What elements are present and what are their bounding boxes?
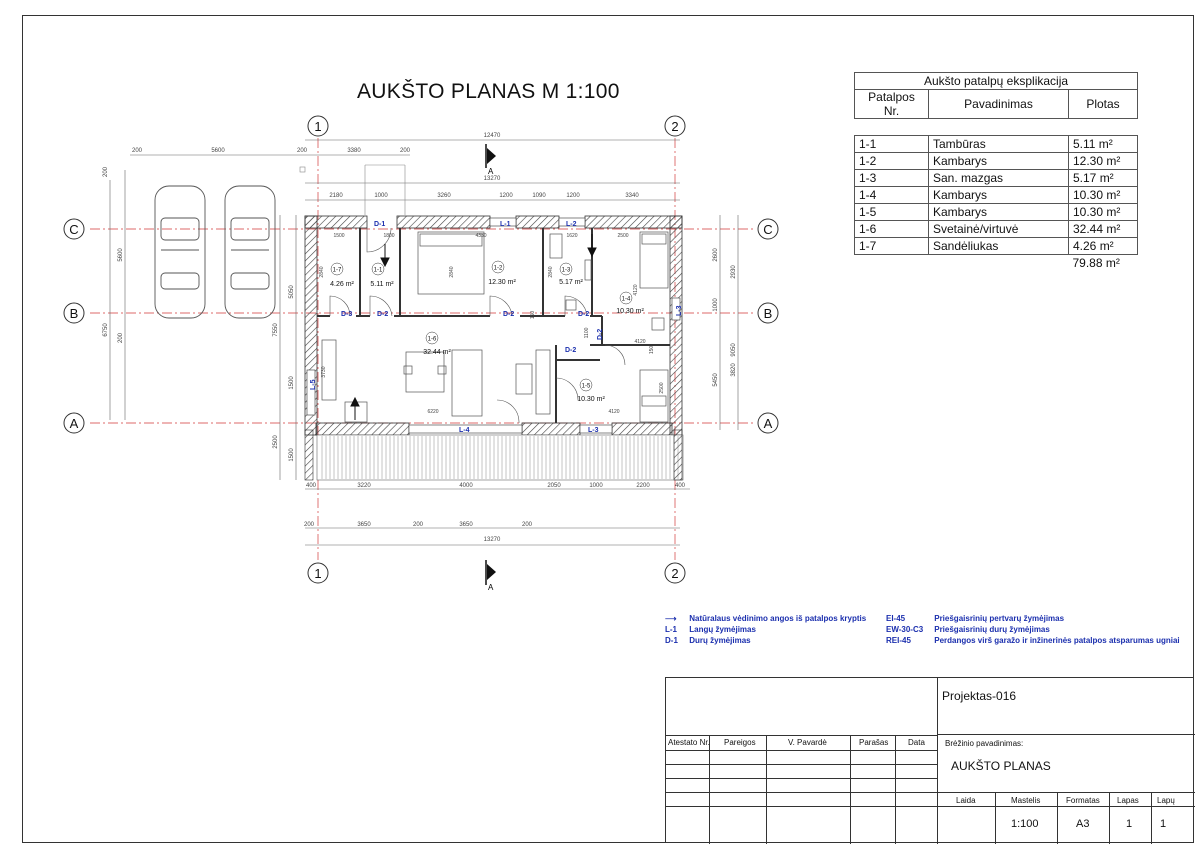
tb-meta-sheet: Lapas xyxy=(1117,796,1139,805)
svg-text:3380: 3380 xyxy=(347,148,361,154)
svg-text:200: 200 xyxy=(521,522,533,528)
svg-text:2500: 2500 xyxy=(273,435,279,449)
svg-text:3260: 3260 xyxy=(437,193,451,199)
svg-text:1090: 1090 xyxy=(532,193,546,199)
svg-text:3220: 3220 xyxy=(357,483,371,489)
svg-text:200: 200 xyxy=(118,332,124,344)
svg-text:4120: 4120 xyxy=(633,284,639,296)
svg-text:3820: 3820 xyxy=(731,363,737,377)
drawing-name: AUKŠTO PLANAS xyxy=(951,759,1051,773)
explication-room-area: 4.26 m² xyxy=(1069,238,1138,255)
room-number-1-5: 1-5 xyxy=(581,383,591,390)
svg-text:4330: 4330 xyxy=(475,233,487,239)
svg-text:200: 200 xyxy=(399,148,411,154)
legend-ventilation: Natūralaus vėdinimo angos iš patalpos kryptis xyxy=(689,614,867,623)
door-tag-d3: D-3 xyxy=(341,311,353,318)
svg-text:1000: 1000 xyxy=(374,193,388,199)
header-name: Pavadinimas xyxy=(929,90,1069,119)
axis-label-2-bottom: 2 xyxy=(671,566,679,581)
axis-label-b-right: B xyxy=(763,306,773,321)
section-marker-top xyxy=(486,144,496,168)
svg-text:2840: 2840 xyxy=(319,266,325,278)
svg-text:2840: 2840 xyxy=(449,266,455,278)
svg-text:1620: 1620 xyxy=(566,233,578,239)
room-area-1-3: 5.17 m² xyxy=(559,279,583,286)
legend-key-ew30: EW-30-C3 xyxy=(886,625,924,634)
axis-label-a-left: A xyxy=(69,416,79,431)
legend-key-door: D-1 xyxy=(665,636,678,645)
room-area-1-2: 12.30 m² xyxy=(488,279,516,286)
tb-meta-scale: Mastelis xyxy=(1011,796,1041,805)
legend-key-rei45: REI-45 xyxy=(886,636,911,645)
explication-room-name: Kambarys xyxy=(929,187,1069,204)
room-area-1-6: 32.44 m² xyxy=(423,349,451,356)
explication-room-area: 5.11 m² xyxy=(1069,136,1138,153)
svg-text:1200: 1200 xyxy=(499,193,513,199)
door-swings xyxy=(330,228,625,423)
legend-ei45: Priešgaisrinių pertvarų žymėjimas xyxy=(934,614,1065,623)
window-tag-l3-right: L-3 xyxy=(676,305,683,316)
svg-text:5600: 5600 xyxy=(211,148,225,154)
drawing-name-label: Brėžinio pavadinimas: xyxy=(945,739,1024,748)
svg-text:12470: 12470 xyxy=(483,133,501,139)
explication-room-nr: 1-3 xyxy=(855,170,929,187)
svg-text:2200: 2200 xyxy=(636,483,650,489)
room-number-1-1: 1-1 xyxy=(373,267,383,274)
svg-text:200: 200 xyxy=(412,522,424,528)
door-tag-d2-c: D-2 xyxy=(578,311,590,318)
door-tag-d2-e: D-2 xyxy=(597,328,604,340)
interior-walls xyxy=(317,228,670,423)
room-area-1-5: 10.30 m² xyxy=(577,396,605,403)
parked-cars xyxy=(155,186,275,318)
svg-text:5050: 5050 xyxy=(289,285,295,299)
explication-total: 79.88 m² xyxy=(1072,256,1120,270)
room-number-1-4: 1-4 xyxy=(621,296,631,303)
tb-header-position: Pareigos xyxy=(724,738,756,747)
tb-header-signature: Parašas xyxy=(859,738,889,747)
door-tag-d2-b: D-2 xyxy=(503,311,515,318)
svg-text:2500: 2500 xyxy=(617,233,629,239)
svg-text:13270: 13270 xyxy=(483,537,501,543)
explication-room-name: Kambarys xyxy=(929,204,1069,221)
legend-right xyxy=(886,614,1180,647)
tb-header-certificate: Atestato Nr. xyxy=(668,738,710,747)
svg-text:2840: 2840 xyxy=(548,266,554,278)
room-number-1-7: 1-7 xyxy=(332,267,342,274)
explication-room-name: San. mazgas xyxy=(929,170,1069,187)
svg-text:200: 200 xyxy=(103,166,109,178)
windows xyxy=(307,218,680,433)
svg-text:6220: 6220 xyxy=(427,409,439,415)
svg-text:3650: 3650 xyxy=(459,522,473,528)
svg-text:5450: 5450 xyxy=(713,373,719,387)
tb-header-surname: V. Pavardė xyxy=(788,738,827,747)
explication-room-nr: 1-5 xyxy=(855,204,929,221)
svg-text:150: 150 xyxy=(530,310,536,320)
tb-value-sheets: 1 xyxy=(1160,818,1167,830)
window-tag-l1: L-1 xyxy=(500,221,511,228)
door-tag-d1: D-1 xyxy=(374,221,386,228)
tb-meta-sheets: Lapų xyxy=(1157,796,1175,805)
wardrobe xyxy=(652,318,664,330)
section-label-bottom: A xyxy=(488,583,494,592)
axis-label-2-top: 2 xyxy=(671,119,679,134)
svg-text:1000: 1000 xyxy=(589,483,603,489)
svg-text:1800: 1800 xyxy=(383,233,395,239)
room-area-1-1: 5.11 m² xyxy=(370,281,394,288)
explication-room-area: 5.17 m² xyxy=(1069,170,1138,187)
svg-text:2050: 2050 xyxy=(547,483,561,489)
car-right xyxy=(225,186,275,318)
toilet xyxy=(566,300,576,310)
svg-text:4120: 4120 xyxy=(634,339,646,345)
svg-text:400: 400 xyxy=(674,483,686,489)
sink xyxy=(585,260,591,280)
room-area-1-4: 10.30 m² xyxy=(616,308,644,315)
explication-room-area: 10.30 m² xyxy=(1069,187,1138,204)
svg-text:2600: 2600 xyxy=(713,248,719,262)
explication-room-area: 32.44 m² xyxy=(1069,221,1138,238)
legend-ew30: Priešgaisrinių durų žymėjimas xyxy=(934,625,1050,634)
window-tag-l3-bottom: L-3 xyxy=(588,427,599,434)
svg-text:9050: 9050 xyxy=(731,343,737,357)
tb-value-scale: 1:100 xyxy=(1011,818,1039,830)
explication-room-name: Sandėliukas xyxy=(929,238,1069,255)
project-name: Projektas-016 xyxy=(942,689,1017,703)
svg-text:1100: 1100 xyxy=(584,327,590,339)
svg-text:2180: 2180 xyxy=(329,193,343,199)
svg-text:4120: 4120 xyxy=(608,409,620,415)
svg-text:400: 400 xyxy=(305,483,317,489)
tv-unit xyxy=(536,350,550,414)
legend-key-ei45: EI-45 xyxy=(886,614,906,623)
door-tag-d2-d: D-2 xyxy=(565,347,577,354)
svg-text:200: 200 xyxy=(296,148,308,154)
window-tag-l2: L-2 xyxy=(566,221,577,228)
arrow-legend-icon: ⟶ xyxy=(665,614,677,623)
svg-text:7550: 7550 xyxy=(273,323,279,337)
section-marker-bottom xyxy=(486,560,496,585)
explication-room-nr: 1-1 xyxy=(855,136,929,153)
header-area: Plotas xyxy=(1069,90,1138,119)
svg-text:3650: 3650 xyxy=(357,522,371,528)
tb-meta-format: Formatas xyxy=(1066,796,1100,805)
furniture xyxy=(322,232,668,422)
svg-text:3340: 3340 xyxy=(625,193,639,199)
title-block xyxy=(665,677,1194,843)
svg-text:3730: 3730 xyxy=(321,366,327,378)
door-tag-d2-a: D-2 xyxy=(377,311,389,318)
room-number-1-2: 1-2 xyxy=(493,265,503,272)
room-number-1-3: 1-3 xyxy=(561,267,571,274)
header-room-nr: Patalpos Nr. xyxy=(855,90,929,119)
section-label-top: A xyxy=(488,167,494,176)
coffee-table xyxy=(516,364,532,394)
axis-label-a-right: A xyxy=(763,416,773,431)
explication-caption: Aukšto patalpų eksplikacija xyxy=(855,73,1138,90)
svg-text:200: 200 xyxy=(131,148,143,154)
svg-text:1500: 1500 xyxy=(289,376,295,390)
interior-dimension-texts xyxy=(319,233,665,415)
axis-label-1-bottom: 1 xyxy=(314,566,322,581)
explication-room-name: Tambūras xyxy=(929,136,1069,153)
svg-text:1200: 1200 xyxy=(566,193,580,199)
axis-label-1-top: 1 xyxy=(314,119,322,134)
svg-text:6750: 6750 xyxy=(103,323,109,337)
tb-value-format: A3 xyxy=(1076,818,1090,830)
svg-text:1500: 1500 xyxy=(333,233,345,239)
explication-room-nr: 1-7 xyxy=(855,238,929,255)
tb-header-date: Data xyxy=(908,738,925,747)
explication-room-name: Kambarys xyxy=(929,153,1069,170)
legend-left xyxy=(665,614,866,647)
svg-text:5600: 5600 xyxy=(118,248,124,262)
legend-door: Durų žymėjimas xyxy=(689,636,751,645)
window-tag-l4: L-4 xyxy=(459,427,470,434)
room-number-1-6: 1-6 xyxy=(427,336,437,343)
explication-room-name: Svetainė/virtuvė xyxy=(929,221,1069,238)
explication-room-nr: 1-4 xyxy=(855,187,929,204)
bathtub xyxy=(550,234,562,258)
axis-label-c-right: C xyxy=(763,222,773,237)
legend-window: Langų žymėjimas xyxy=(689,625,756,634)
svg-text:1000: 1000 xyxy=(713,298,719,312)
tb-meta-edition: Laida xyxy=(956,796,976,805)
axis-label-c-left: C xyxy=(69,222,79,237)
legend-key-window: L-1 xyxy=(665,625,677,634)
drawing-title: AUKŠTO PLANAS M 1:100 xyxy=(357,80,620,103)
explication-room-nr: 1-2 xyxy=(855,153,929,170)
svg-text:2500: 2500 xyxy=(659,382,665,394)
ventilation-arrows xyxy=(351,234,596,420)
sofa xyxy=(452,350,482,416)
svg-text:150: 150 xyxy=(649,345,655,355)
bed-single-1-4 xyxy=(640,232,668,288)
axis-label-b-left: B xyxy=(69,306,79,321)
tb-value-sheet: 1 xyxy=(1126,818,1133,830)
legend-rei45: Perdangos virš garažo ir inžinerinės patalpos atsparumas ugniai xyxy=(934,636,1180,645)
bed-double xyxy=(418,232,487,294)
svg-text:2930: 2930 xyxy=(731,265,737,279)
window-tag-l5: L-5 xyxy=(310,379,317,390)
svg-text:13270: 13270 xyxy=(483,176,501,182)
svg-text:1500: 1500 xyxy=(289,448,295,462)
room-area-1-7: 4.26 m² xyxy=(330,281,354,288)
explication-room-nr: 1-6 xyxy=(855,221,929,238)
explication-room-area: 12.30 m² xyxy=(1069,153,1138,170)
porch-deck xyxy=(305,430,683,480)
svg-text:4000: 4000 xyxy=(459,483,473,489)
svg-text:200: 200 xyxy=(303,522,315,528)
car-left xyxy=(155,186,205,318)
explication-room-area: 10.30 m² xyxy=(1069,204,1138,221)
